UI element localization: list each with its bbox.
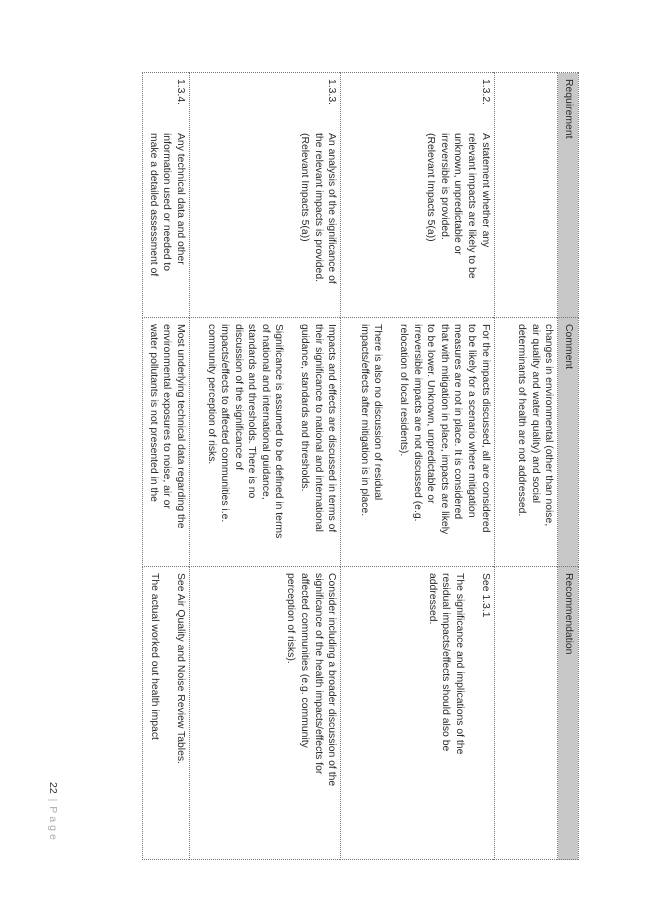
- comment-text-line: community perception of risks.: [205, 324, 217, 465]
- requirement-text-line: relevant impacts are likely to be: [466, 133, 478, 279]
- requirement-text-line: the relevant impacts is provided.: [312, 133, 324, 283]
- table-header-row: [558, 73, 579, 860]
- requirement-number: 1.3.2.: [479, 79, 491, 105]
- recommendation-text-line: The actual worked out health impact: [149, 573, 161, 740]
- requirement-text-line: make a detailed assessment of: [147, 133, 159, 277]
- comment-paragraph: [298, 324, 339, 560]
- comment-paragraph: [515, 324, 556, 560]
- page-word: Page: [47, 806, 59, 843]
- comment-text-line: Most underlying technical data regarding the: [174, 324, 186, 529]
- page-number-footer: [47, 782, 59, 843]
- recommendation-text-line: residual impacts/effects should also be: [440, 573, 452, 752]
- recommendation-text-line: significance of the health impacts/effects for: [312, 573, 324, 775]
- comment-text-line: their significance to national and international: [312, 324, 324, 532]
- comment-text-line: standards and thresholds. There is no: [246, 324, 258, 499]
- comment-text-line: water pollutants is not presented in the: [147, 324, 159, 502]
- requirement-cell: [143, 73, 190, 318]
- requirement-text-line: An analysis of the significance of: [326, 133, 338, 284]
- table-row: [189, 73, 340, 860]
- recommendation-text-line: See Air Quality and Noise Review Tables.: [174, 573, 186, 764]
- requirement-text-line: unknown, unpredictable or: [452, 133, 464, 255]
- comment-paragraph: [396, 324, 491, 560]
- requirement-text-line: information used or needed to: [161, 133, 173, 272]
- comment-text-line: changes in environmental (other than noise,: [543, 324, 555, 527]
- recommendation-cell: [143, 567, 190, 860]
- recommendation-text-line: addressed.: [426, 573, 438, 625]
- recommendation-paragraph: [425, 573, 466, 853]
- recommendation-cell: [494, 567, 558, 860]
- table-row: [494, 73, 558, 860]
- comment-text-line: irreversible impacts are not discussed (e.g.: [411, 324, 423, 522]
- comment-text-line: determinants of health are not addressed.: [516, 324, 528, 517]
- comment-cell: [494, 318, 558, 567]
- header-recommendation: Recommendation: [558, 567, 579, 860]
- comment-text-line: relocation of local residents).: [398, 324, 410, 457]
- comment-text-line: impacts/effects after mitigation is in place.: [358, 324, 370, 517]
- requirement-text-line: irreversible is provided.: [438, 133, 450, 240]
- recommendation-cell: [189, 567, 340, 860]
- page-number: 22: [47, 782, 59, 794]
- recommendation-paragraph: [478, 573, 492, 853]
- requirement-text-line: A statement whether any: [479, 133, 491, 248]
- comment-cell: [189, 318, 340, 567]
- recommendation-text-line: The significance and implications of the: [454, 573, 466, 755]
- comment-text-line: of national and international guidance,: [259, 324, 271, 500]
- requirement-number: 1.3.4.: [174, 79, 186, 105]
- comment-text-line: environmental exposures to noise, air or: [161, 324, 173, 509]
- comment-text-line: impacts/effects to affected communities i.e.: [219, 324, 231, 523]
- comment-text-line: air quality and water quality) and social: [529, 324, 541, 504]
- recommendation-text-line: affected communities (e.g. community: [299, 573, 311, 748]
- header-comment: Comment: [558, 318, 579, 567]
- recommendation-paragraph: [173, 573, 187, 853]
- requirement-text-line: Any technical data and other: [174, 133, 186, 265]
- requirement-text-line: (Relevant Impacts 5(a)): [299, 133, 311, 242]
- comment-paragraph: [204, 324, 286, 560]
- comment-text-line: There is also no discussion of residual: [372, 324, 384, 501]
- comment-text-line: Impacts and effects are discussed in terms of: [326, 324, 338, 533]
- comment-text-line: Significance is assumed to be defined in terms: [273, 324, 285, 539]
- page-separator: |: [47, 798, 59, 802]
- comment-cell: [341, 318, 494, 567]
- comment-text-line: For the impacts discussed, all are considered: [479, 324, 491, 533]
- recommendation-text-line: See 1.3.1: [479, 573, 491, 618]
- comment-text-line: discussion of the significance of: [232, 324, 244, 471]
- comment-text-line: guidance, standards and thresholds.: [299, 324, 311, 492]
- comment-text-line: measures are not in place. It is considered: [452, 324, 464, 520]
- comment-text-line: to be lower. Unknown, unpredictable or: [425, 324, 437, 504]
- requirements-table: [142, 72, 579, 860]
- requirement-text-line: (Relevant Impacts 5(a)): [425, 133, 437, 242]
- comment-paragraph: [146, 324, 187, 560]
- recommendation-text-line: perception of risks).: [285, 573, 297, 664]
- requirement-cell: [189, 73, 340, 318]
- requirement-cell: [341, 73, 494, 318]
- recommendation-cell: [341, 567, 494, 860]
- recommendation-text-line: Consider including a broader discussion of the: [326, 573, 338, 787]
- comment-paragraph: [357, 324, 384, 560]
- table-body: [143, 73, 558, 860]
- requirement-cell: [494, 73, 558, 318]
- recommendation-paragraph: [148, 573, 162, 853]
- table-row: [143, 73, 190, 860]
- recommendation-paragraph: [284, 573, 338, 853]
- table-row: [341, 73, 494, 860]
- comment-text-line: that with mitigation in place, impacts are likely: [438, 324, 450, 535]
- comment-text-line: to be likely for a scenario where mitigation: [466, 324, 478, 518]
- requirement-number: 1.3.3.: [326, 79, 338, 105]
- comment-cell: [143, 318, 190, 567]
- header-requirement: Requirement: [558, 73, 579, 318]
